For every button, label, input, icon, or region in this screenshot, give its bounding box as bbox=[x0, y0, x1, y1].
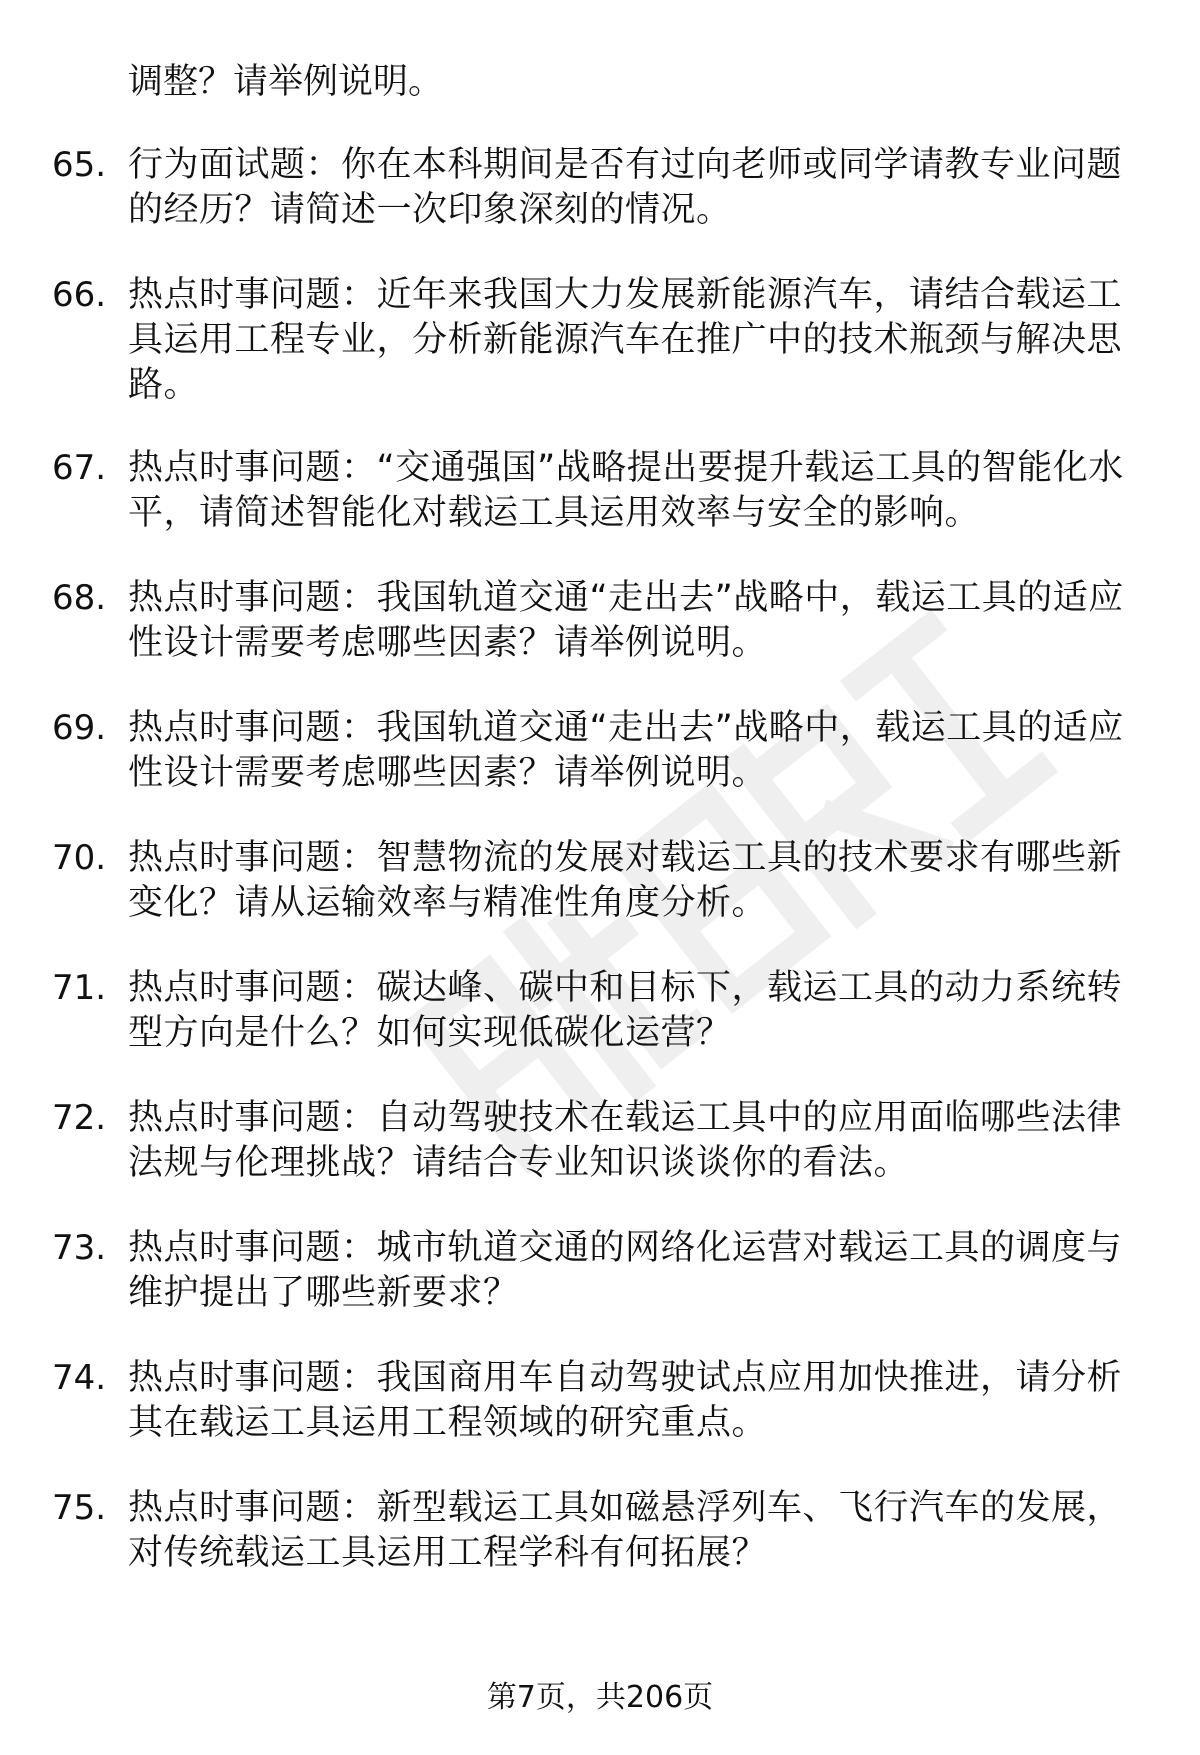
question-number: 66. bbox=[52, 275, 107, 315]
question-number: 67. bbox=[52, 448, 107, 488]
question-text: 热点时事问题：近年来我国大力发展新能源汽车，请结合载运工具运用工程专业，分析新能源汽车在推广中的技术瓶颈与解决思路。 bbox=[128, 275, 1123, 405]
question-text: 热点时事问题：我国轨道交通“走出去”战略中，载运工具的适应性设计需要考虑哪些因素？请举例说明。 bbox=[128, 578, 1124, 663]
question-number: 69. bbox=[52, 708, 107, 748]
question-text: 热点时事问题：自动驾驶技术在载运工具中的应用面临哪些法律法规与伦理挑战？请结合专业知识谈谈你的看法。 bbox=[128, 1098, 1123, 1183]
question-text: 热点时事问题：新型载运工具如磁悬浮列车、飞行汽车的发展，对传统载运工具运用工程学科有何拓展？ bbox=[128, 1488, 1123, 1573]
question-text: 行为面试题：你在本科期间是否有过向老师或同学请教专业问题的经历？请简述一次印象深刻的情况。 bbox=[128, 145, 1123, 230]
question-number: 72. bbox=[52, 1098, 107, 1138]
page-number-footer: 第7页，共206页 bbox=[486, 1680, 714, 1715]
question-text: 热点时事问题：我国商用车自动驾驶试点应用加快推进，请分析其在载运工具运用工程领域的研究重点。 bbox=[128, 1358, 1123, 1443]
question-number: 74. bbox=[52, 1358, 107, 1398]
question-text: 热点时事问题：智慧物流的发展对载运工具的技术要求有哪些新变化？请从运输效率与精准性角度分析。 bbox=[128, 838, 1123, 923]
question-number: 65. bbox=[52, 145, 107, 185]
continued-question-text: 调整？请举例说明。 bbox=[128, 62, 444, 102]
question-item bbox=[0, 706, 1200, 836]
question-number: 68. bbox=[52, 578, 107, 618]
question-item bbox=[0, 1356, 1200, 1486]
question-text: 热点时事问题：城市轨道交通的网络化运营对载运工具的调度与维护提出了哪些新要求？ bbox=[128, 1228, 1123, 1313]
question-item bbox=[0, 836, 1200, 966]
question-number: 70. bbox=[52, 838, 107, 878]
question-text: 热点时事问题：我国轨道交通“走出去”战略中，载运工具的适应性设计需要考虑哪些因素？请举例说明。 bbox=[128, 708, 1124, 793]
question-text: 热点时事问题：碳达峰、碳中和目标下，载运工具的动力系统转型方向是什么？如何实现低碳化运营？ bbox=[128, 968, 1123, 1053]
question-item bbox=[0, 576, 1200, 706]
question-number: 75. bbox=[52, 1488, 107, 1528]
question-item bbox=[0, 966, 1200, 1096]
question-number: 73. bbox=[52, 1228, 107, 1268]
question-item bbox=[0, 1096, 1200, 1226]
question-text: 热点时事问题：“交通强国”战略提出要提升载运工具的智能化水平，请简述智能化对载运工具运用效率与安全的影响。 bbox=[128, 448, 1124, 533]
question-number: 71. bbox=[52, 968, 107, 1008]
question-item bbox=[0, 1486, 1200, 1616]
question-item bbox=[0, 1226, 1200, 1356]
question-item bbox=[0, 143, 1200, 273]
question-list bbox=[0, 143, 1200, 1616]
question-item bbox=[0, 446, 1200, 576]
question-item bbox=[0, 273, 1200, 446]
